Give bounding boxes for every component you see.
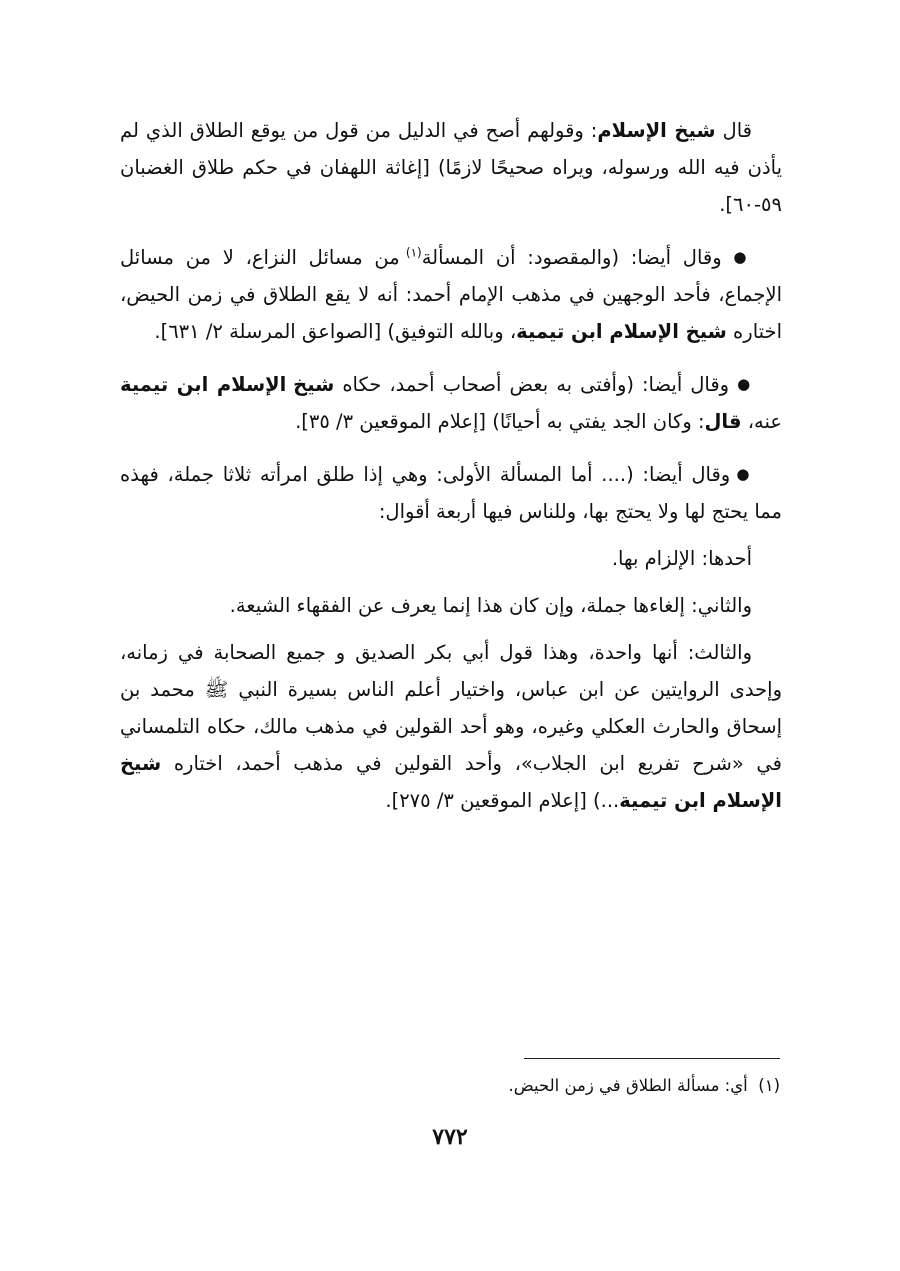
footnote-marker: (١) bbox=[758, 1076, 780, 1095]
p1-text-a: قال bbox=[715, 119, 752, 142]
paragraph-1 bbox=[120, 112, 782, 223]
p3-bold-shaykh-al-islam: شيخ الإسلام ابن تيمية bbox=[120, 373, 335, 396]
page-body bbox=[120, 112, 782, 835]
p3-text-c: عنه، bbox=[741, 410, 782, 433]
footnote-text: أي: مسألة الطلاق في زمن الحيض. bbox=[508, 1076, 748, 1095]
p1-bold-shaykh-al-islam: شيخ الإسلام bbox=[597, 119, 716, 142]
p7-text-c: ...) [إعلام الموقعين ٣/ ٢٧٥]. bbox=[385, 789, 620, 812]
footnote bbox=[120, 1072, 780, 1100]
paragraph-4 bbox=[120, 456, 782, 530]
p2-text-b: من مسائل النزاع، لا من مسائل الإجماع، فأحد الوجهين في مذهب الإمام أحمد: أنه لا يقع الطلاق في زمن الحيض، اختاره bbox=[120, 246, 782, 343]
bullet-icon: ● bbox=[733, 248, 753, 266]
paragraph-2 bbox=[120, 239, 782, 350]
paragraph-3 bbox=[120, 366, 782, 440]
p3-text-a: وقال أيضا: (وأفتى به بعض أصحاب أحمد، حكاه bbox=[334, 373, 738, 396]
p3-bold-qala: قال bbox=[704, 410, 742, 433]
footnote-reference: (١) bbox=[405, 245, 422, 260]
p1-text-c: : وقولهم أصح في الدليل من قول من يوقع الطلاق الذي لم يأذن فيه الله ورسوله، ويراه صحيحًا لازمًا) [إغاثة اللهفان في حكم طلاق الغضبان ٥٩-٦٠]. bbox=[120, 119, 782, 216]
p2-text-c: ، وبالله التوفيق) [الصواعق المرسلة ٢/ ٦٣١]. bbox=[154, 320, 517, 343]
paragraph-7 bbox=[120, 634, 782, 819]
p4-text-a: وقال أيضا: (.... أما المسألة الأولى: وهي إذا طلق امرأته ثلاثا جملة، فهذه مما يحتج لها ولا يحتج بها، وللناس فيها أربعة أقوال: bbox=[120, 463, 782, 523]
p7-bold-shaykh-al-islam: شيخ الإسلام ابن تيمية bbox=[120, 752, 782, 812]
paragraph-5: أحدها: الإلزام بها. bbox=[611, 547, 752, 570]
p2-bold-shaykh-al-islam: شيخ الإسلام ابن تيمية bbox=[516, 320, 727, 343]
bullet-icon: ● bbox=[737, 375, 753, 393]
p2-text-a: وقال أيضا: (والمقصود: أن المسألة bbox=[421, 246, 734, 269]
page-number: ٧٧٢ bbox=[432, 1124, 468, 1150]
p7-text-a: والثالث: أنها واحدة، وهذا قول أبي بكر الصديق و جميع الصحابة في زمانه، وإحدى الروايتين عن ابن عباس، واختيار أعلم الناس بسيرة النبي ﷺ محمد بن إسحاق والحارث العكلي وغيره، وهو أحد القولين في مذهب مالك، حكاه التلمساني في «شرح تفريع ابن الجلاب»، وأحد القولين في مذهب أحمد، اختاره bbox=[120, 641, 782, 775]
footnote-divider bbox=[524, 1058, 780, 1059]
p3-text-d: : وكان الجد يفتي به أحيانًا) [إعلام الموقعين ٣/ ٣٥]. bbox=[295, 410, 705, 433]
bullet-icon: ● bbox=[736, 465, 752, 483]
paragraph-6: والثاني: إلغاءها جملة، وإن كان هذا إنما يعرف عن الفقهاء الشيعة. bbox=[229, 594, 752, 617]
